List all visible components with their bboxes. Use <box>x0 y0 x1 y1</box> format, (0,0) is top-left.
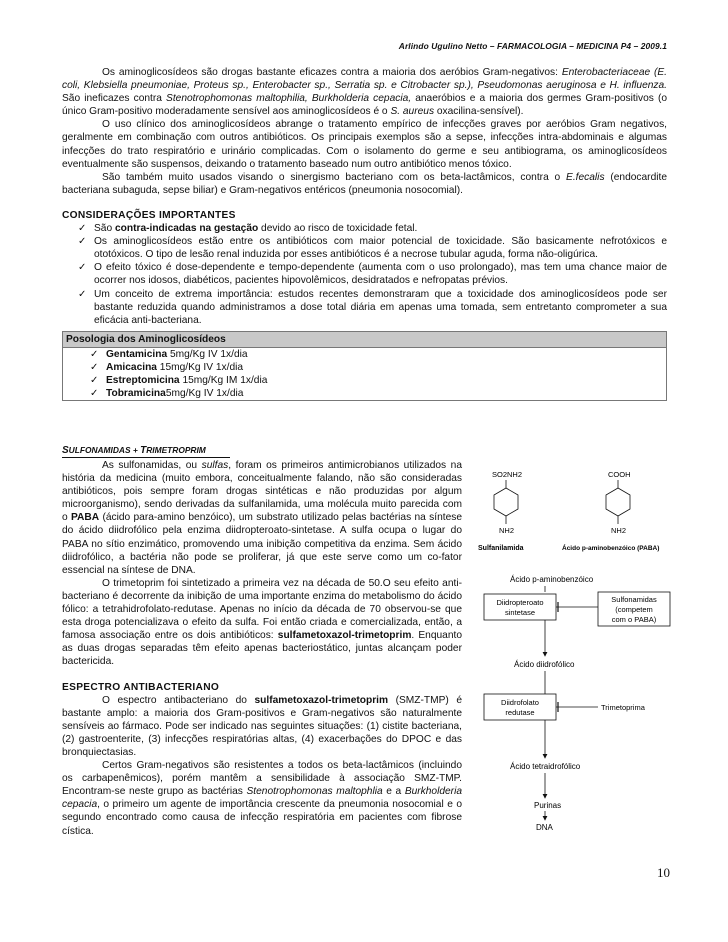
text: ULFONAMIDAS <box>68 445 131 455</box>
sulfa-paragraph-1 <box>62 459 462 577</box>
enzyme-label: Diidrofolato <box>501 698 539 707</box>
drug-dose: 15mg/Kg IM 1x/dia <box>179 375 268 387</box>
bacteria-name: E.fecalis <box>566 171 605 183</box>
purinas-label: Purinas <box>534 801 562 810</box>
consideracoes-list <box>62 222 667 327</box>
text: anaeróbios e a maioria dos germes Gram-positivos (o único Gram-positivo moderadamente sensível aos aminoglicosídeos é o <box>62 93 667 118</box>
text: , foram os primeiros antimicrobianos utilizados na história da medicina (muito embora, conceitualmente falando, não são consideradas antibióticos, pois sempre foram drogas sintéticas e não produzidas por algum microorganismo), sendo derivadas da sulfanilamida, uma molécula muito parecida com o <box>62 460 462 524</box>
consideracoes-heading: CONSIDERAÇÕES IMPORTANTES <box>62 209 236 221</box>
list-item <box>106 348 666 361</box>
sulfonamidas-column <box>62 459 462 838</box>
text: As sulfonamidas, ou <box>102 460 202 471</box>
page-number: 10 <box>657 865 670 880</box>
drug-dose: 15mg/Kg IV 1x/dia <box>156 361 244 373</box>
diidrofolico-label: Ácido diidrofólico <box>514 660 575 669</box>
trimetoprima-label: Trimetoprima <box>601 703 645 712</box>
list-item: ✓ Os aminoglicosídeos estão entre os antibióticos com maior potencial de toxicidade. São basicamente nefrotóxicos e ototóxicos. O tipo de lesão renal induzida por esses antibióticos é a necrose tubular aguda, forma não-oligúrica. <box>94 235 667 261</box>
bacteria-list: Stenotrophomonas maltophilia, Burkholderia cepacia, <box>166 93 412 105</box>
paba-label: Ácido p-aminobenzóico (PABA) <box>562 545 660 552</box>
text: devido ao risco de toxicidade fetal. <box>258 223 418 235</box>
sulfanilamida-label: Sulfanilamida <box>478 545 524 552</box>
text: e a <box>382 786 405 798</box>
so2nh2-label: SO2NH2 <box>492 470 523 479</box>
running-header: Arlindo Ugulino Netto – FARMACOLOGIA – MEDICINA P4 – 2009.1 <box>398 41 667 51</box>
nh2-label: NH2 <box>611 526 627 535</box>
sulfa-paragraph-2 <box>62 577 462 669</box>
nh2-label: NH2 <box>499 526 515 535</box>
enzyme-label: sintetase <box>504 608 536 617</box>
cooh-label: COOH <box>608 470 631 479</box>
text: PABA <box>71 512 100 524</box>
text: RIMETROPRIM <box>146 445 206 455</box>
enzyme-label: redutase <box>505 708 535 717</box>
inhibitor-label: Sulfonamidas <box>611 595 657 604</box>
text: + <box>130 445 141 455</box>
tetraidrofolico-label: Ácido tetraidrofólico <box>510 762 581 771</box>
list-item <box>106 361 666 374</box>
drug-name: Gentamicina <box>106 348 168 360</box>
text: O espectro antibacteriano do <box>102 694 255 706</box>
paba-structure <box>562 470 659 552</box>
drug-name: Tobramicina <box>106 388 166 400</box>
emphasis: sulfametoxazol-trimetoprim <box>277 630 412 642</box>
emphasis: sulfametoxazol-trimetoprim <box>254 694 389 706</box>
espectro-paragraph-2 <box>62 759 462 838</box>
text: São também muito usados visando o sinergismo bacteriano com os beta-lactâmicos, contra o <box>102 171 567 183</box>
posologia-list <box>63 348 666 400</box>
text: São <box>94 223 115 235</box>
bacteria-list: Enterobacteriaceae (E. coli, Klebsiella pneumoniae, Proteus sp., Enterobacter sp., Serratia sp. e Citrobacter sp.), Pseudomonas aeruginosa e H. influenza. <box>62 67 668 92</box>
posologia-box <box>62 331 667 401</box>
text: T <box>140 445 147 456</box>
intro-paragraph-2: O uso clínico dos aminoglicosídeos abrange o tratamento empírico de infecções graves por aeróbios Gram negativos, geralmente em combinação com outros antibióticos. Os principais exemplos são a sepse, infecções intra-abdominais e algumas infecções do trato respiratório e urinário complicadas. Com o isolamento do germe e seu antibiograma, os aminoglicosídeos eventualmente são suspensos, deixando o tratamento baseado num outro antibiótico menos tóxico. <box>62 119 667 170</box>
folate-pathway-figure <box>470 462 690 832</box>
text: São ineficazes contra <box>62 93 167 105</box>
drug-dose: 5mg/Kg IV 1x/dia <box>165 388 244 400</box>
espectro-paragraph-1 <box>62 694 462 759</box>
list-item <box>94 222 667 235</box>
list-item <box>106 374 666 387</box>
text: (SMZ-TMP) é bastante amplo: a maioria dos Gram-positivos e Gram-negativos são naturalmente sensíveis ao fármaco. Pode ser indicado nas seguintes situações: (1) cistite bacteriana, (2) gastroenterite, (3) infecções respiratórias altas, (4) exacerbações do DPOC e das bronquiectasias. <box>62 694 463 758</box>
sulfanilamide-structure <box>478 470 524 552</box>
text: O trimetoprim foi sintetizado a primeira vez na década de 50.O seu efeito anti-bacteriano é decorrente da inibição de uma importante enzima do metabolismo do ácido fólico: a tetrahidrofolato-redutase. Apenas no início da década de 70 observou-se que esta droga potencializava o efeito da sulfa. Foi então criada e comercializada, então, a famosa associação entre os dois antibióticos: <box>62 577 462 642</box>
text: (endocardite bacteriana subaguda, sepse biliar) e Gram-negativos entéricos (pneumonia nosocomial). <box>62 171 667 196</box>
posologia-title: Posologia dos Aminoglicosídeos <box>63 332 666 348</box>
text: oxacilina-sensível). <box>434 106 524 118</box>
text: Os aminoglicosídeos são drogas bastante eficazes contra a maioria dos aeróbios Gram-negativos: <box>102 67 562 78</box>
acido-paba-label: Ácido p-aminobenzóico <box>510 575 594 584</box>
text: S <box>62 445 69 456</box>
intro-paragraph-3 <box>62 171 667 197</box>
dna-label: DNA <box>536 823 553 832</box>
text: Certos Gram-negativos são resistentes a todos os beta-lactâmicos (incluindo os carbapenêmicos), porém mantêm a sensibilidade à associação SMZ-TMP. Encontram-se neste grupo as bactérias <box>62 760 462 798</box>
aminoglycoside-section <box>62 66 667 401</box>
list-item: ✓ O efeito tóxico é dose-dependente e tempo-dependente (aumenta com o uso prolongado), mas tem uma chance maior de ocorrer nos idosos, diabéticos, pacientes hipovolêmicos, desidratados e nefropatas prévios. <box>94 261 667 287</box>
text: , o primeiro um agente de importância crescente da pneumonia nosocomial e o segundo encontrado como causa de infecção respiratória em pacientes com fibrose cística. <box>62 799 462 837</box>
espectro-heading: ESPECTRO ANTIBACTERIANO <box>62 681 220 693</box>
list-item: ✓ Um conceito de extrema importância: estudos recentes demonstraram que a toxicidade dos aminoglicosídeos pode ser bastante reduzida quando administramos a dose total diária em apenas uma tomada, sem entretanto comprometer a sua eficácia anti-bacteriana. <box>94 288 667 327</box>
bacteria-name: Burkholderia cepacia <box>62 786 463 811</box>
text: sulfas <box>201 460 229 471</box>
bacteria-name: S. aureus <box>390 106 435 118</box>
inhibitor-label: (competem <box>615 605 653 614</box>
drug-name: Estreptomicina <box>106 375 180 387</box>
inhibitor-label: com o PABA) <box>611 615 657 624</box>
sulfonamidas-heading <box>62 444 230 458</box>
text: (ácido para-amino benzóico), um substrato utilizado pelas bactérias na síntese do ácido diidrofólico pela enzima diidropteroato-sintetase. A sulfa ocupa o lugar do PABA no sítio enzimático, promovendo uma inibição competitiva da enzima. Sem ácido diidrofólico, a bactéria não pode se proliferar, já que este serve como um co-fator essencial na síntese de DNA. <box>62 512 462 576</box>
bacteria-name: Stenotrophomonas maltophlia <box>246 786 383 798</box>
enzyme-label: Diidropteroato <box>496 598 544 607</box>
list-item <box>106 387 666 400</box>
emphasis: contra-indicadas na gestação <box>114 223 259 235</box>
drug-dose: 5mg/Kg IV 1x/dia <box>167 348 248 360</box>
text: . Enquanto as duas drogas separadas têm efeito apenas bacteriostático, juntas alcançam poder bactericida. <box>62 630 462 668</box>
intro-paragraph-1 <box>62 66 667 118</box>
drug-name: Amicacina <box>106 361 157 373</box>
